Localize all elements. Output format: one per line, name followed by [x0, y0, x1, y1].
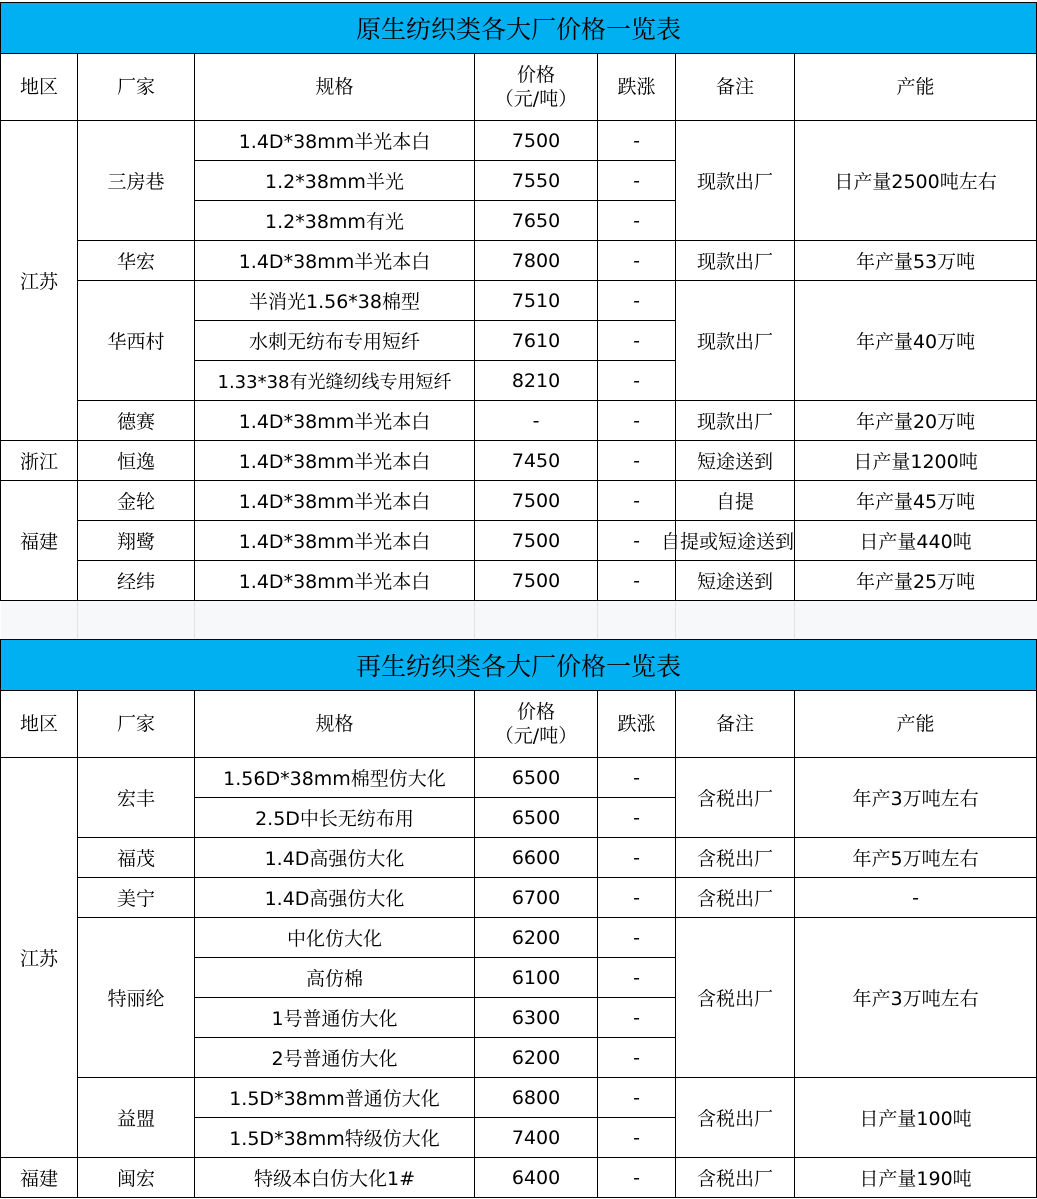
table-row — [1, 121, 1037, 161]
note-cell: 自提 — [676, 481, 795, 521]
factory-cell: 闽宏 — [78, 1158, 195, 1198]
spec-cell: 1.5D*38mm普通仿大化 — [195, 1078, 475, 1118]
note-cell: 含税出厂 — [676, 758, 795, 838]
change-cell: - — [598, 918, 676, 958]
change-cell: - — [598, 1038, 676, 1078]
spec-cell: 1.4D*38mm半光本白 — [195, 441, 475, 481]
change-cell: - — [598, 361, 676, 401]
change-cell: - — [598, 241, 676, 281]
factory-cell: 恒逸 — [78, 441, 195, 481]
table-row — [1, 1078, 1037, 1118]
capacity-cell: 年产量20万吨 — [795, 401, 1037, 441]
spec-cell: 特级本白仿大化1# — [195, 1158, 475, 1198]
change-cell: - — [598, 161, 676, 201]
price-cell: 7650 — [475, 201, 598, 241]
capacity-cell: 年产5万吨左右 — [795, 838, 1037, 878]
header-price-line1: 价格 — [516, 701, 555, 723]
price-cell: 6100 — [475, 958, 598, 998]
header-factory: 厂家 — [78, 54, 195, 121]
price-cell: 6500 — [475, 758, 598, 798]
note-cell: 自提或短途送到 — [676, 521, 795, 561]
capacity-cell: 年产量45万吨 — [795, 481, 1037, 521]
factory-cell: 翔鹭 — [78, 521, 195, 561]
factory-cell: 华西村 — [78, 281, 195, 401]
empty-cell — [195, 601, 475, 640]
capacity-cell: 日产量440吨 — [795, 521, 1037, 561]
recycled-fiber-price-table — [0, 639, 1037, 1198]
factory-cell: 益盟 — [78, 1078, 195, 1158]
spec-cell: 高仿棉 — [195, 958, 475, 998]
price-cell: 6200 — [475, 918, 598, 958]
table-row — [1, 758, 1037, 798]
change-cell: - — [598, 1158, 676, 1198]
factory-cell: 福茂 — [78, 838, 195, 878]
change-cell: - — [598, 878, 676, 918]
header-spec: 规格 — [195, 54, 475, 121]
table-row — [1, 561, 1037, 601]
header-spec: 规格 — [195, 691, 475, 758]
empty-cell — [1, 601, 78, 640]
region-cell: 福建 — [1, 481, 78, 601]
spec-cell: 1.5D*38mm特级仿大化 — [195, 1118, 475, 1158]
region-cell: 江苏 — [1, 121, 78, 441]
factory-cell: 宏丰 — [78, 758, 195, 838]
capacity-cell: 年产量40万吨 — [795, 281, 1037, 401]
spec-cell: 1.4D*38mm半光本白 — [195, 481, 475, 521]
price-cell: 8210 — [475, 361, 598, 401]
table-title: 再生纺织类各大厂价格一览表 — [1, 640, 1037, 691]
price-cell: 6300 — [475, 998, 598, 1038]
factory-cell: 三房巷 — [78, 121, 195, 241]
header-factory: 厂家 — [78, 691, 195, 758]
note-cell: 短途送到 — [676, 441, 795, 481]
change-cell: - — [598, 798, 676, 838]
change-cell: - — [598, 1118, 676, 1158]
spec-cell: 中化仿大化 — [195, 918, 475, 958]
capacity-cell: 年产3万吨左右 — [795, 918, 1037, 1078]
change-cell: - — [598, 441, 676, 481]
table-row — [1, 838, 1037, 878]
empty-cell — [475, 601, 598, 640]
region-cell: 江苏 — [1, 758, 78, 1158]
capacity-cell: 日产量100吨 — [795, 1078, 1037, 1158]
change-cell: - — [598, 838, 676, 878]
price-cell: 6800 — [475, 1078, 598, 1118]
spec-cell: 1.4D*38mm半光本白 — [195, 561, 475, 601]
empty-cell — [676, 601, 795, 640]
change-cell: - — [598, 281, 676, 321]
spec-cell: 1.4D高强仿大化 — [195, 838, 475, 878]
note-cell: 现款出厂 — [676, 121, 795, 241]
capacity-cell: 日产量2500吨左右 — [795, 121, 1037, 241]
price-cell: 7500 — [475, 561, 598, 601]
change-cell: - — [598, 121, 676, 161]
table-row — [1, 878, 1037, 918]
region-cell: 浙江 — [1, 441, 78, 481]
price-cell: 7450 — [475, 441, 598, 481]
capacity-cell: 日产量1200吨 — [795, 441, 1037, 481]
capacity-cell: - — [795, 878, 1037, 918]
spec-cell: 2.5D中长无纺布用 — [195, 798, 475, 838]
spec-cell: 1.2*38mm有光 — [195, 201, 475, 241]
table-row — [1, 918, 1037, 958]
table-row — [1, 241, 1037, 281]
header-capacity: 产能 — [795, 691, 1037, 758]
spec-cell: 半消光1.56*38棉型 — [195, 281, 475, 321]
factory-cell: 美宁 — [78, 878, 195, 918]
note-cell: 短途送到 — [676, 561, 795, 601]
change-cell: - — [598, 958, 676, 998]
region-cell: 福建 — [1, 1158, 78, 1198]
header-region: 地区 — [1, 54, 78, 121]
note-cell: 含税出厂 — [676, 1078, 795, 1158]
table-row — [1, 281, 1037, 321]
spec-cell: 2号普通仿大化 — [195, 1038, 475, 1078]
price-cell: 7400 — [475, 1118, 598, 1158]
factory-cell: 金轮 — [78, 481, 195, 521]
price-cell: 7500 — [475, 481, 598, 521]
spacer-row — [1, 601, 1037, 640]
header-price — [475, 691, 598, 758]
header-region: 地区 — [1, 691, 78, 758]
price-cell: 6400 — [475, 1158, 598, 1198]
header-price — [475, 54, 598, 121]
table-row — [1, 441, 1037, 481]
price-cell: 7610 — [475, 321, 598, 361]
table-row — [1, 401, 1037, 441]
capacity-cell: 年产3万吨左右 — [795, 758, 1037, 838]
change-cell: - — [598, 401, 676, 441]
header-price-line2: （元/吨） — [494, 725, 578, 747]
change-cell: - — [598, 561, 676, 601]
table-title: 原生纺织类各大厂价格一览表 — [1, 3, 1037, 54]
header-price-line2: （元/吨） — [494, 88, 578, 110]
spec-cell: 水刺无纺布专用短纤 — [195, 321, 475, 361]
note-cell: 含税出厂 — [676, 838, 795, 878]
spec-cell: 1.4D*38mm半光本白 — [195, 121, 475, 161]
factory-cell: 德赛 — [78, 401, 195, 441]
empty-cell — [795, 601, 1037, 640]
factory-cell: 华宏 — [78, 241, 195, 281]
price-cell: 6700 — [475, 878, 598, 918]
virgin-fiber-price-table — [0, 2, 1037, 639]
price-cell: 6600 — [475, 838, 598, 878]
change-cell: - — [598, 321, 676, 361]
change-cell: - — [598, 758, 676, 798]
table-row — [1, 481, 1037, 521]
change-cell: - — [598, 998, 676, 1038]
note-cell: 含税出厂 — [676, 878, 795, 918]
change-cell: - — [598, 1078, 676, 1118]
header-note: 备注 — [676, 54, 795, 121]
note-cell: 含税出厂 — [676, 1158, 795, 1198]
price-cell: 7500 — [475, 121, 598, 161]
price-cell: 7510 — [475, 281, 598, 321]
header-row — [1, 691, 1037, 758]
price-cell: - — [475, 401, 598, 441]
price-cell: 7500 — [475, 521, 598, 561]
spec-cell: 1.4D高强仿大化 — [195, 878, 475, 918]
note-cell: 含税出厂 — [676, 918, 795, 1078]
price-cell: 7550 — [475, 161, 598, 201]
table-row — [1, 1158, 1037, 1198]
price-cell: 6200 — [475, 1038, 598, 1078]
capacity-cell: 年产量53万吨 — [795, 241, 1037, 281]
capacity-cell: 日产量190吨 — [795, 1158, 1037, 1198]
spec-cell: 1.33*38有光缝纫线专用短纤 — [195, 361, 475, 401]
note-cell: 现款出厂 — [676, 241, 795, 281]
spec-cell: 1号普通仿大化 — [195, 998, 475, 1038]
change-cell: - — [598, 481, 676, 521]
empty-cell — [598, 601, 676, 640]
note-cell: 现款出厂 — [676, 281, 795, 401]
table-row — [1, 521, 1037, 561]
spec-cell: 1.2*38mm半光 — [195, 161, 475, 201]
spec-cell: 1.4D*38mm半光本白 — [195, 521, 475, 561]
empty-cell — [78, 601, 195, 640]
change-cell: - — [598, 201, 676, 241]
note-cell: 现款出厂 — [676, 401, 795, 441]
spec-cell: 1.4D*38mm半光本白 — [195, 241, 475, 281]
factory-cell: 特丽纶 — [78, 918, 195, 1078]
header-row — [1, 54, 1037, 121]
spec-cell: 1.4D*38mm半光本白 — [195, 401, 475, 441]
price-cell: 7800 — [475, 241, 598, 281]
header-price-line1: 价格 — [516, 64, 555, 86]
spec-cell: 1.56D*38mm棉型仿大化 — [195, 758, 475, 798]
header-note: 备注 — [676, 691, 795, 758]
header-capacity: 产能 — [795, 54, 1037, 121]
header-change: 跌涨 — [598, 691, 676, 758]
factory-cell: 经纬 — [78, 561, 195, 601]
change-cell: - — [598, 521, 676, 561]
capacity-cell: 年产量25万吨 — [795, 561, 1037, 601]
header-change: 跌涨 — [598, 54, 676, 121]
price-cell: 6500 — [475, 798, 598, 838]
